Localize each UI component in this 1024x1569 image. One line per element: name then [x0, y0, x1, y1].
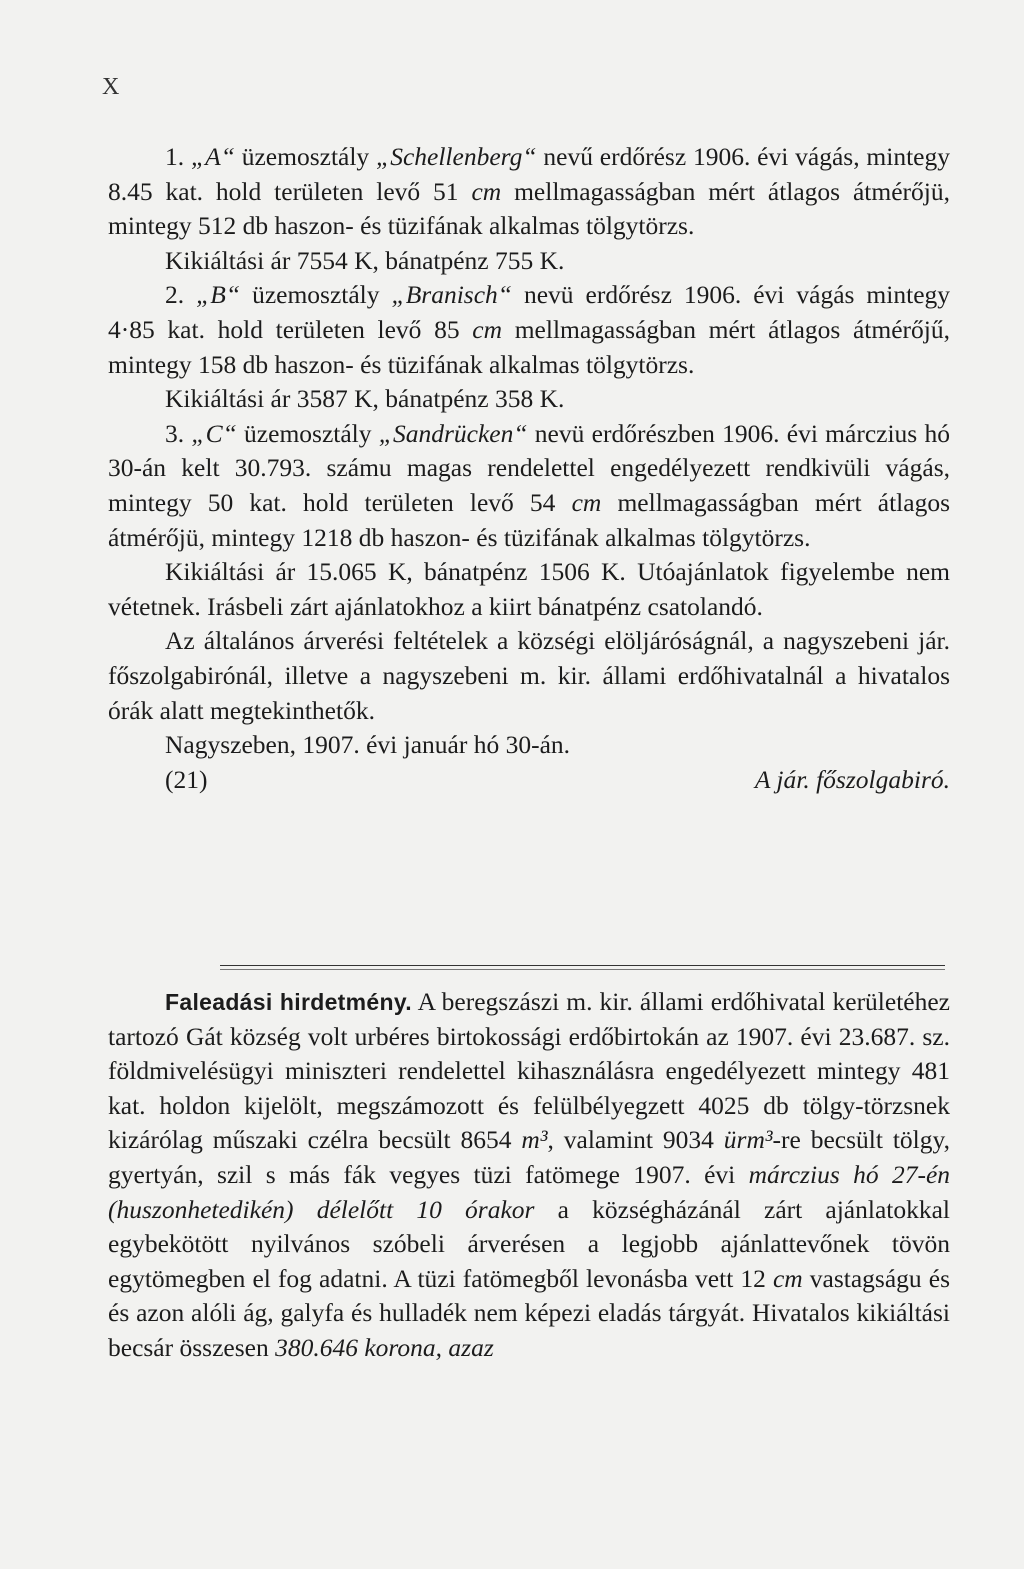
auction-announcement [108, 140, 950, 797]
notice-body [108, 987, 950, 1362]
separator-rule [220, 965, 945, 966]
paragraph [108, 417, 950, 555]
italic-text: „A“ [190, 142, 235, 171]
text-run: 2. [165, 280, 197, 310]
text-run: mellmagasságban mért átlagos átmérőjü, mintegy 512 db haszon- és tüzifának alkalmas tölgytörzs. [108, 176, 950, 241]
italic-text: cm [772, 1263, 803, 1293]
text-run: Kikiáltási ár 7554 K, bánatpénz 755 K. [165, 245, 565, 275]
italic-text: „C“ [191, 418, 237, 448]
text-run: üzemosztály [234, 142, 377, 171]
text-run: üzemosztály [240, 280, 392, 310]
reference-number: (21) [165, 764, 208, 794]
italic-text: „B“ [196, 280, 241, 310]
italic-text: 380.646 korona, azaz [275, 1332, 494, 1362]
signature-line [108, 763, 950, 798]
text-run: vastagságu és és azon alóli ág, galyfa és hulladék nem képezi eladás tárgyát. Hivatalos kikiáltási becsár összesen [108, 1263, 950, 1362]
notice-paragraph [108, 985, 950, 1366]
separator-rule-thin [220, 969, 945, 970]
paragraph [108, 728, 950, 763]
text-run: A beregszászi m. kir. állami erdőhivatal kerületéhez tartozó Gát község volt urbéres birtokossági erdőbirtokán az 1907. évi 23.687. sz. földmivelésügyi miniszteri rendelettel kihasználásra engedélyezett mintegy 481 kat. holdon kijelölt, megszámozott és felülbélyegzett 4025 db tölgy-törzsnek kizárólag műszaki czélra becsült 8654 [108, 987, 950, 1155]
text-run: nevű erdőrész 1906. évi vágás, mintegy 8.45 kat. hold területen levő 51 [108, 142, 950, 206]
text-run: Kikiáltási ár 15.065 K, bánatpénz 1506 K. Utóajánlatok figyelembe nem vétetnek. Irásbeli zárt ajánlatokhoz a kiirt bánatpénz csatolandó. [108, 557, 950, 621]
italic-text: cm [471, 176, 502, 206]
text-run: Kikiáltási ár 3587 K, bánatpénz 358 K. [165, 384, 565, 414]
text-run: mellmagasságban mért átlagos átmérőjü, mintegy 1218 db haszon- és tüzifának alkalmas tölgytörzs. [108, 487, 950, 552]
timber-sale-notice [108, 985, 950, 1366]
paragraph [108, 140, 950, 244]
paragraph [108, 624, 950, 728]
italic-text: cm [472, 314, 503, 344]
italic-text: cm [571, 487, 602, 517]
text-run: Nagyszeben, 1907. évi január hó 30-án. [165, 730, 571, 760]
paragraph [108, 278, 950, 382]
text-run: , valamint 9034 [547, 1125, 724, 1155]
italic-text: m³ [521, 1125, 548, 1155]
text-run: Az általános árverési feltételek a községi elöljáróságnál, a nagyszebeni jár. főszolgabirónál, illetve a nagyszebeni m. kir. állami erdőhivatalnál a hivatalos órák alatt megtekinthetők. [108, 626, 950, 725]
text-run: 1. [165, 142, 191, 171]
text-run: nevü erdőrészben 1906. évi márczius hó 30-án kelt 30.793. számu magas rendelettel engedélyezett rendkivüli vágás, mintegy 50 kat. hold területen levő 54 [108, 418, 950, 517]
paragraph [108, 244, 950, 279]
text-run: a községházánál zárt ajánlatokkal egybekötött nyilvános szóbeli árverésen a legjobb ajánlattevőnek tövön egytömegben el fog adatni. A tüzi fatömegből levonásba vett 12 [108, 1194, 951, 1293]
italic-text: ürm³ [723, 1125, 773, 1155]
italic-text: „Branisch“ [391, 280, 512, 310]
text-run: 3. [165, 418, 192, 448]
italic-text: „Schellenberg“ [376, 142, 537, 171]
italic-text: „Sandrücken“ [378, 418, 528, 448]
paragraph [108, 555, 950, 624]
italic-text: márczius hó 27-én (huszonhetedikén) délelőtt 10 órakor [108, 1159, 951, 1224]
text-run: nevü erdőrész 1906. évi vágás mintegy 4·85 kat. hold területen levő 85 [108, 280, 951, 344]
page-marker: X [102, 74, 121, 100]
notice-heading: Faleadási hirdetmény. [165, 989, 412, 1015]
text-run: -re becsült tölgy, gyertyán, szil s más fák vegyes tüzi fatömege 1907. évi [108, 1125, 950, 1189]
paragraph [108, 382, 950, 417]
paragraph-list [108, 140, 950, 763]
text-run: üzemosztály [236, 418, 379, 448]
text-run: mellmagasságban mért átlagos átmérőjű, mintegy 158 db haszon- és tüzifának alkalmas tölgytörzs. [108, 314, 950, 379]
signer: A jár. főszolgabiró. [754, 764, 950, 794]
